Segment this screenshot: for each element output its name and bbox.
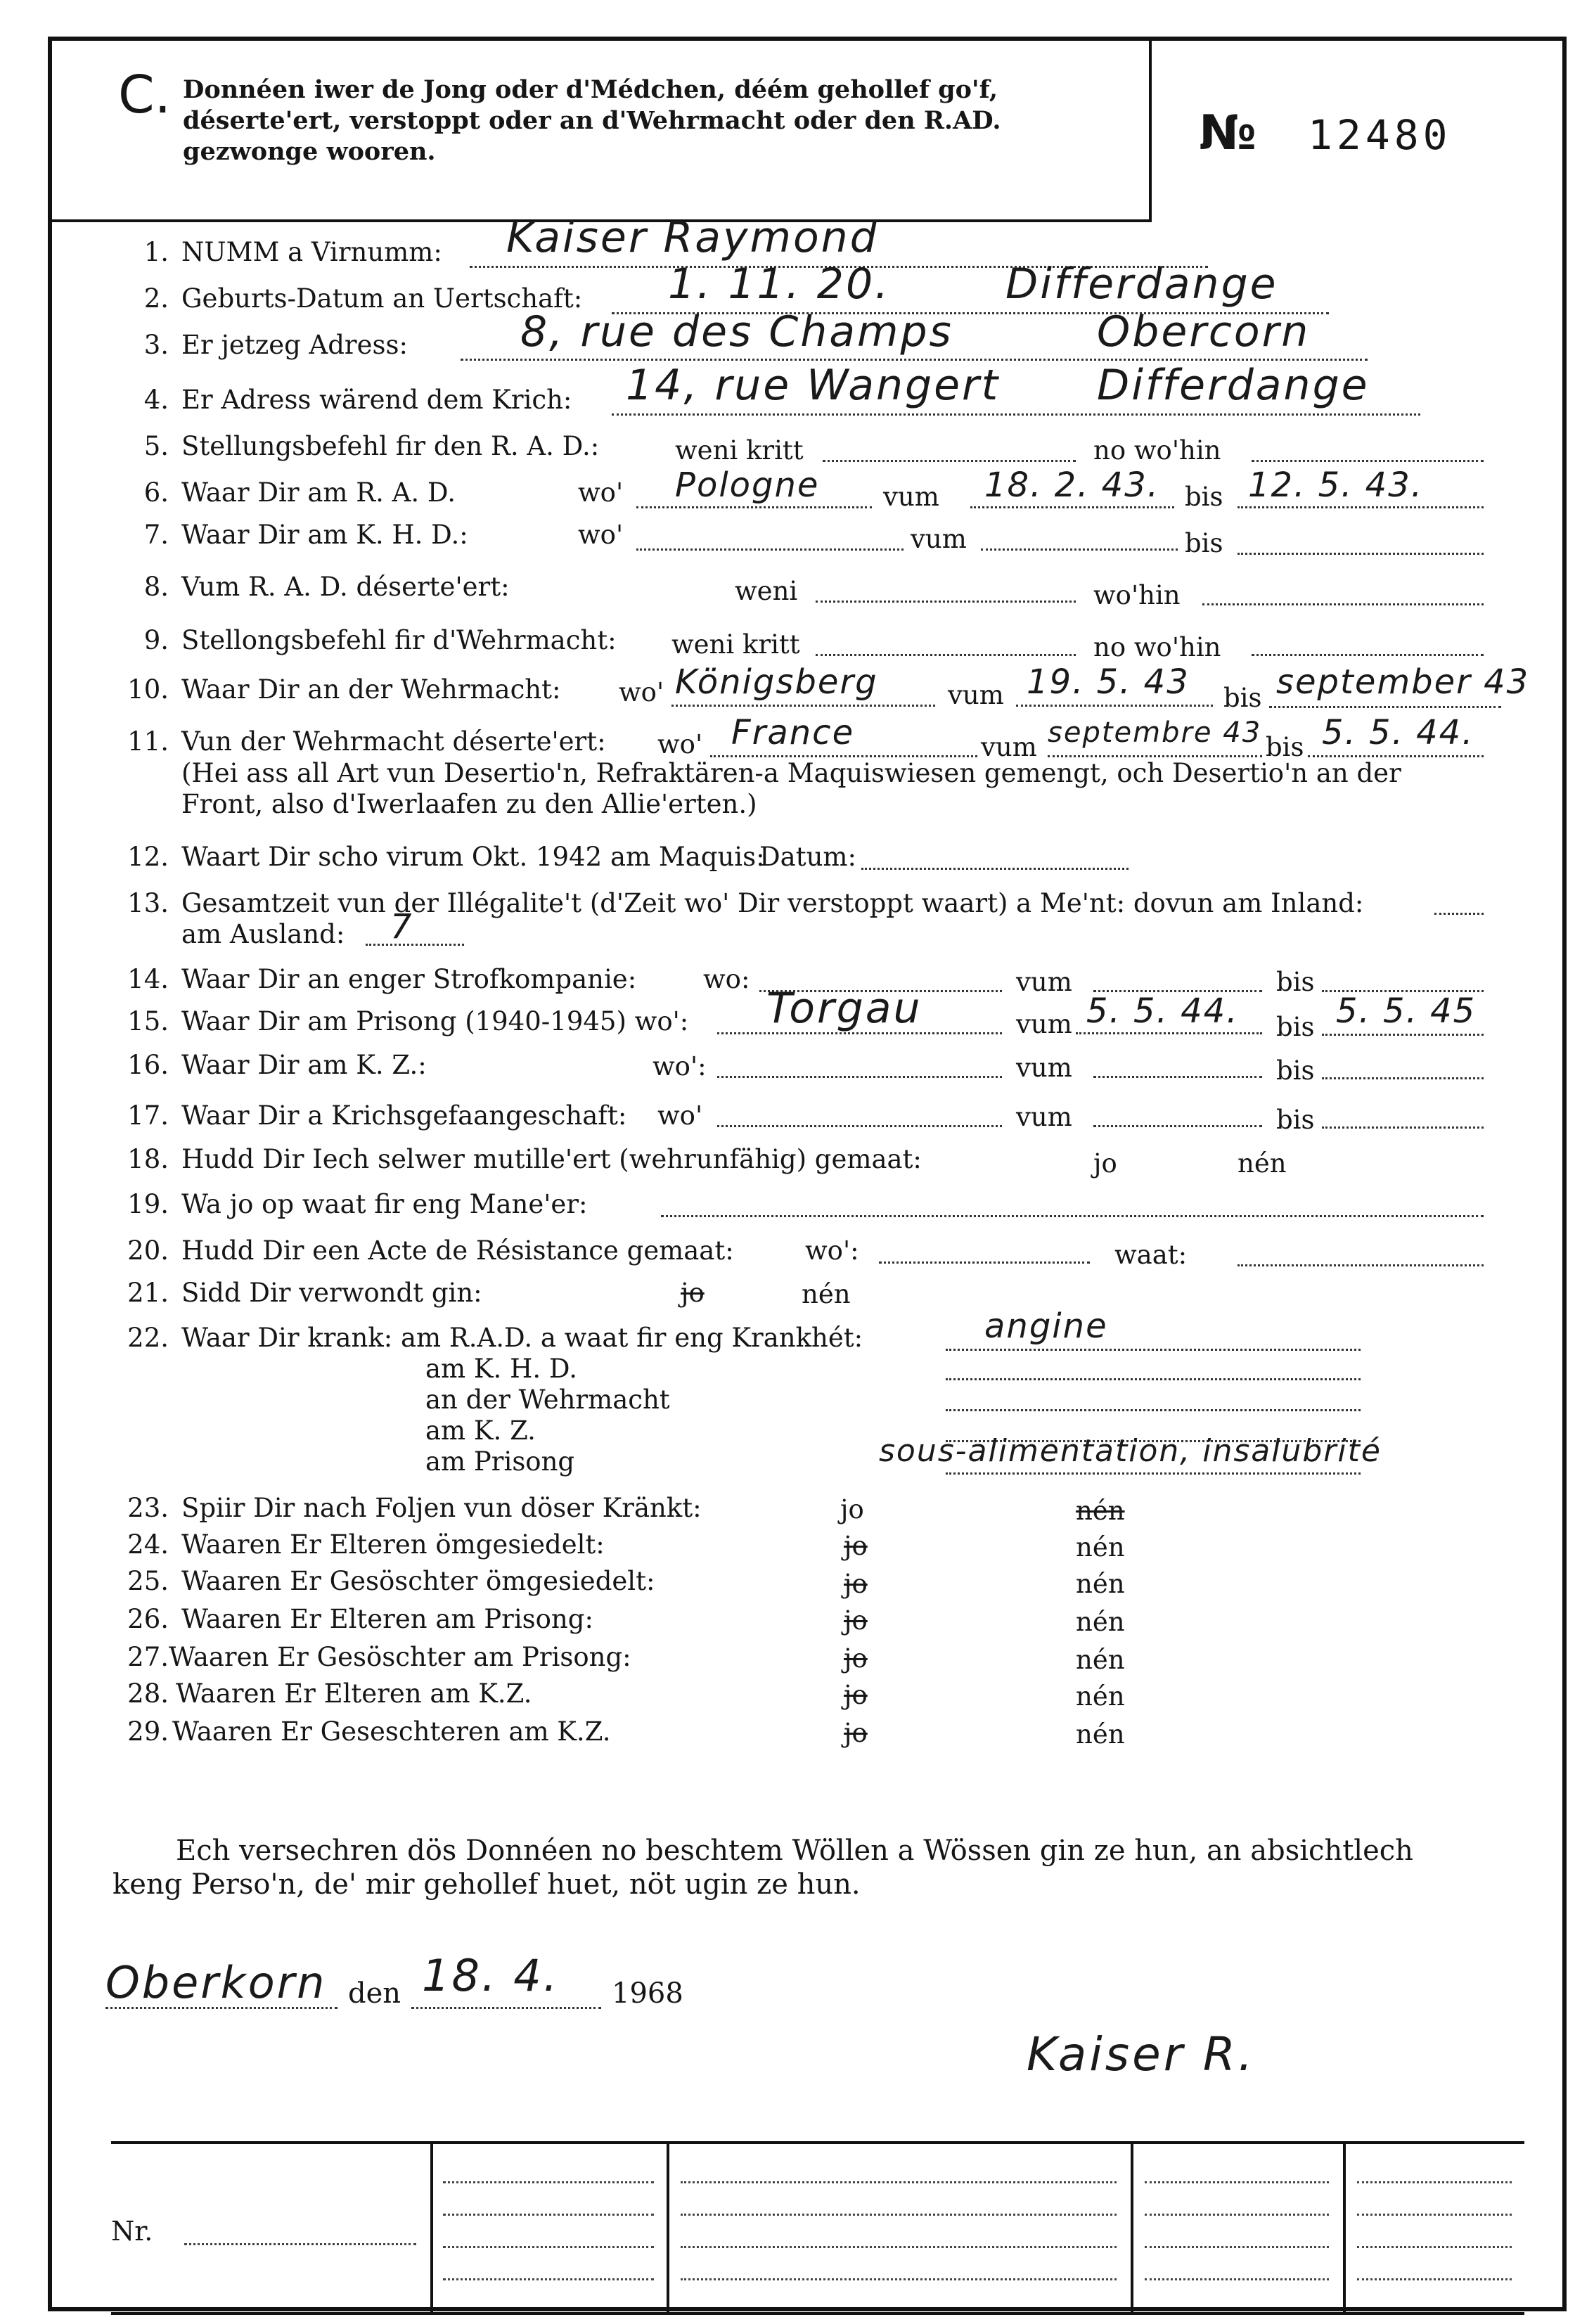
option-no[interactable]: nén <box>1076 1532 1125 1562</box>
row-number: 7. <box>143 520 169 550</box>
field-line <box>717 1076 1002 1078</box>
option-yes-struck[interactable]: jo <box>844 1531 868 1561</box>
field-line <box>661 1215 1484 1217</box>
field-sublabel: bis <box>1276 1012 1315 1042</box>
handwritten-illness[interactable]: angine <box>984 1307 1108 1346</box>
footer-cell-line <box>1145 2181 1329 2183</box>
den-label: den <box>348 1977 401 2010</box>
signature: Kaiser R. <box>1027 2027 1256 2081</box>
declaration-text: Ech versechren dös Donnéen no beschtem Wöllen a Wössen gin ze hun, an absichtlech keng Perso'n, de' mir gehollef huet, nöt ugin ze hun. <box>112 1835 1413 1901</box>
row-number: 4. <box>143 385 169 415</box>
field-sublabel: wo' <box>657 1100 703 1131</box>
row-number: 15. <box>127 1006 169 1036</box>
row-number: 17. <box>127 1100 169 1131</box>
field-line <box>612 413 1420 416</box>
field-label: Waar Dir an der Wehrmacht: <box>181 674 561 705</box>
field-label: Waar Dir am K. H. D.: <box>181 520 468 550</box>
footer-cell-line <box>681 2278 1117 2280</box>
handwritten-rad-to[interactable]: 12. 5. 43. <box>1248 466 1423 505</box>
field-sublabel: am Prisong <box>425 1446 575 1477</box>
field-sublabel: am Ausland: <box>181 919 345 949</box>
handwritten-desertion-from[interactable]: septembre 43 <box>1048 717 1262 749</box>
row-number: 9. <box>143 625 169 655</box>
field-label: Spiir Dir nach Foljen vun döser Kränkt: <box>181 1493 702 1523</box>
option-no[interactable]: nén <box>802 1279 851 1309</box>
footer-cell-line <box>443 2278 654 2280</box>
row-number: 2. <box>143 283 169 314</box>
field-line <box>710 755 977 757</box>
field-sublabel: bis <box>1185 528 1223 558</box>
row-number: 16. <box>127 1050 169 1080</box>
handwritten-rad-place[interactable]: Pologne <box>675 466 820 505</box>
row-number: 18. <box>127 1144 169 1174</box>
footer-cell-line <box>1357 2246 1512 2248</box>
footer-cell-line <box>443 2181 654 2183</box>
field-sublabel: vum <box>911 524 967 554</box>
handwritten-wehrmacht-from[interactable]: 19. 5. 43 <box>1027 662 1190 702</box>
footer-cell-line <box>443 2214 654 2216</box>
footer-cell-line <box>1357 2214 1512 2216</box>
field-sublabel: no wo'hin <box>1093 435 1221 466</box>
row-number: 24. <box>127 1529 169 1560</box>
field-label: Waar Dir krank: am R.A.D. a waat fir eng Krankhét: <box>181 1323 863 1353</box>
row-number: 8. <box>143 572 169 602</box>
field-label: Sidd Dir verwondt gin: <box>181 1278 482 1308</box>
option-no-struck[interactable]: nén <box>1076 1496 1125 1526</box>
field-line <box>1322 1126 1484 1129</box>
field-label: Vum R. A. D. déserte'ert: <box>181 572 510 602</box>
row-number: 13. <box>127 888 169 918</box>
field-label: Stellongsbefehl fir d'Wehrmacht: <box>181 625 617 655</box>
row-number: 20. <box>127 1235 169 1266</box>
field-line <box>1202 603 1484 605</box>
field-line <box>1252 654 1484 656</box>
field-sublabel: bis <box>1276 967 1315 997</box>
field-line <box>1434 913 1484 915</box>
handwritten-wehrmacht-place[interactable]: Königsberg <box>675 662 878 702</box>
row-number: 23. <box>127 1493 169 1523</box>
field-line <box>1048 755 1262 757</box>
handwritten-prison-from[interactable]: 5. 5. 44. <box>1086 991 1239 1031</box>
field-line <box>1322 1034 1484 1036</box>
footer-cell-line <box>681 2181 1117 2183</box>
handwritten-war-address[interactable]: 14, rue Wangert <box>626 361 1001 410</box>
field-label: Hudd Dir Iech selwer mutille'ert (wehrunfähig) gemaat: <box>181 1144 922 1174</box>
field-line <box>411 2007 601 2009</box>
field-label: Waar Dir am R. A. D. <box>181 477 456 508</box>
field-sublabel: vum <box>1016 1053 1072 1083</box>
option-yes-struck[interactable]: jo <box>844 1680 868 1710</box>
field-line <box>636 548 904 551</box>
field-line <box>636 506 872 508</box>
footer-cell-line <box>443 2246 654 2248</box>
field-sublabel: wo' <box>619 677 664 707</box>
field-label-address: Er jetzeg Adress: <box>181 330 408 360</box>
header-vertical-divider <box>1149 37 1152 222</box>
field-line <box>366 944 464 946</box>
option-no[interactable]: nén <box>1076 1569 1125 1599</box>
row-number: 11. <box>127 726 169 757</box>
row-number: 28. <box>127 1678 169 1709</box>
handwritten-town[interactable]: Obercorn <box>1097 307 1311 357</box>
field-label: Waaren Er Elteren am K.Z. <box>176 1678 532 1709</box>
field-label: Wa jo op waat fir eng Mane'er: <box>181 1189 588 1219</box>
field-line <box>1322 1077 1484 1079</box>
row-number: 26. <box>127 1604 169 1634</box>
footer-col-divider <box>430 2141 433 2313</box>
option-no[interactable]: nén <box>1076 1719 1125 1750</box>
row-number: 27. <box>127 1642 169 1672</box>
field-sublabel: no wo'hin <box>1093 632 1221 662</box>
row-number: 22. <box>127 1323 169 1353</box>
footer-table-top <box>111 2141 1524 2144</box>
row-number: 19. <box>127 1189 169 1219</box>
field-sublabel: vum <box>1016 967 1072 997</box>
handwritten-war-town[interactable]: Differdange <box>1097 361 1370 410</box>
row-note: (Hei ass all Art vun Desertio'n, Refraktären-a Maquiswiesen gemengt, och Desertio'n an der Front, also d'Iwerlaafen zu den Allie'erten.) <box>181 758 1401 819</box>
field-line <box>1308 755 1484 757</box>
field-sublabel: wo'hin <box>1093 580 1181 610</box>
option-yes-struck[interactable]: jo <box>844 1605 868 1636</box>
field-line <box>970 506 1174 508</box>
field-label: Hudd Dir een Acte de Résistance gemaat: <box>181 1235 734 1266</box>
handwritten-birthplace[interactable]: Differdange <box>1005 259 1278 309</box>
row-number: 21. <box>127 1278 169 1308</box>
field-sublabel: waat: <box>1114 1240 1188 1270</box>
field-label: Waaren Er Geseschteren am K.Z. <box>172 1716 611 1747</box>
section-letter: C. <box>118 65 172 125</box>
field-line <box>671 705 935 707</box>
handwritten-name[interactable]: Kaiser Raymond <box>506 213 879 262</box>
field-sublabel: weni kritt <box>671 629 800 660</box>
field-line <box>823 460 1076 462</box>
option-no[interactable]: nén <box>1238 1148 1287 1179</box>
field-line <box>861 868 1129 870</box>
field-line <box>816 601 1076 603</box>
field-label: Waart Dir scho virum Okt. 1942 am Maquis: <box>181 842 765 872</box>
option-yes[interactable]: jo <box>1093 1148 1117 1179</box>
field-label: Waaren Er Elteren am Prisong: <box>181 1604 593 1634</box>
nr-label: Nr. <box>111 2216 153 2247</box>
field-sublabel: am K. H. D. <box>425 1354 577 1384</box>
footer-cell-line <box>1357 2181 1512 2183</box>
field-sublabel: Datum: <box>759 842 856 872</box>
footer-cell-line <box>1145 2278 1329 2280</box>
field-label: Waaren Er Elteren ömgesiedelt: <box>181 1529 605 1560</box>
footer-col-divider <box>1343 2141 1346 2313</box>
field-label: Waaren Er Gesöschter ömgesiedelt: <box>181 1566 655 1596</box>
handwritten-wehrmacht-to[interactable]: september 43 <box>1276 662 1530 702</box>
field-sublabel: vum <box>981 732 1037 762</box>
row-number: 29. <box>127 1716 169 1747</box>
handwritten-prison-to[interactable]: 5. 5. 45 <box>1336 991 1477 1031</box>
field-label: Waar Dir a Krichsgefaangeschaft: <box>181 1100 627 1131</box>
field-line <box>946 1472 1361 1475</box>
row-number: 14. <box>127 964 169 994</box>
form-number: 12480 <box>1308 111 1452 159</box>
handwritten-desertion-place[interactable]: France <box>731 713 855 752</box>
field-sublabel: vum <box>1016 1009 1072 1039</box>
field-sublabel: vum <box>948 680 1004 710</box>
handwritten-place[interactable]: Oberkorn <box>105 1957 327 2008</box>
option-yes-struck[interactable]: jo <box>844 1569 868 1599</box>
handwritten-prison-place[interactable]: Torgau <box>766 984 922 1033</box>
option-no[interactable]: nén <box>1076 1681 1125 1712</box>
field-line <box>946 1349 1361 1351</box>
option-no[interactable]: nén <box>1076 1607 1125 1637</box>
field-sublabel: weni <box>735 576 798 606</box>
field-line <box>1076 1032 1262 1034</box>
field-line <box>879 1261 1090 1264</box>
handwritten-date[interactable]: 18. 4. <box>422 1950 560 2001</box>
handwritten-abroad-months[interactable]: 7 <box>390 907 413 946</box>
field-line <box>1238 1264 1484 1266</box>
option-yes-struck[interactable]: jo <box>844 1643 868 1674</box>
field-line <box>946 1409 1361 1411</box>
field-label: Waar Dir an enger Strofkompanie: <box>181 964 637 994</box>
field-line <box>717 1125 1002 1127</box>
footer-col-divider <box>667 2141 669 2313</box>
field-line <box>1093 1125 1262 1127</box>
field-sublabel: weni kritt <box>675 435 804 466</box>
field-sublabel: bis <box>1266 732 1304 762</box>
number-label: № <box>1199 105 1256 161</box>
footer-cell-line <box>1145 2214 1329 2216</box>
option-yes-struck[interactable]: jo <box>844 1718 868 1748</box>
field-sublabel: wo: <box>703 964 750 994</box>
footer-col-divider <box>1131 2141 1133 2313</box>
field-line <box>816 654 1076 656</box>
field-line <box>981 548 1178 551</box>
handwritten-birthdate[interactable]: 1. 11. 20. <box>668 259 891 309</box>
field-sublabel: wo' <box>578 520 624 550</box>
row-number: 6. <box>143 477 169 508</box>
field-line <box>1238 553 1484 555</box>
field-line <box>1093 1076 1262 1078</box>
year-label: 1968 <box>612 1977 683 2010</box>
field-label: Waar Dir am Prisong (1940-1945) wo': <box>181 1006 689 1036</box>
row-number: 25. <box>127 1566 169 1596</box>
field-sublabel: bis <box>1276 1055 1315 1086</box>
section-title: Donnéen iwer de Jong oder d'Médchen, déém gehollef go'f, déserte'ert, verstoppt oder an d'Wehrmacht oder den R.AD. gezwonge wooren. <box>183 75 1001 166</box>
row-number: 10. <box>127 674 169 705</box>
field-line <box>105 2007 338 2009</box>
field-sublabel: wo': <box>805 1235 859 1266</box>
field-sublabel: wo' <box>578 477 624 508</box>
option-no[interactable]: nén <box>1076 1645 1125 1675</box>
field-label-birth: Geburts-Datum an Uertschaft: <box>181 283 583 314</box>
field-sublabel: wo': <box>652 1051 707 1081</box>
field-line <box>1016 705 1213 707</box>
row-number: 3. <box>143 330 169 360</box>
row-number: 12. <box>127 842 169 872</box>
row-number: 5. <box>143 431 169 461</box>
field-sublabel: am K. Z. <box>425 1415 536 1446</box>
handwritten-address[interactable]: 8, rue des Champs <box>520 307 953 357</box>
nr-line <box>184 2243 416 2245</box>
footer-table-bottom <box>111 2312 1524 2315</box>
field-label: Stellungsbefehl fir den R. A. D.: <box>181 431 600 461</box>
row-number: 1. <box>143 237 169 267</box>
field-line <box>1252 460 1484 462</box>
field-sublabel: vum <box>1016 1102 1072 1132</box>
option-yes[interactable]: jo <box>840 1494 864 1524</box>
field-line <box>946 1378 1361 1380</box>
field-sublabel: vum <box>883 482 939 512</box>
field-sublabel: bis <box>1223 683 1262 713</box>
footer-cell-line <box>1357 2278 1512 2280</box>
field-label: Waar Dir am K. Z.: <box>181 1050 427 1080</box>
option-yes-struck[interactable]: jo <box>681 1278 705 1308</box>
footer-cell-line <box>681 2246 1117 2248</box>
field-sublabel: wo' <box>657 729 703 759</box>
field-label: Vun der Wehrmacht déserte'ert: <box>181 726 606 757</box>
handwritten-prison-illness[interactable]: sous-alimentation, insalubrité <box>879 1433 1382 1469</box>
field-label-name: NUMM a Virnumm: <box>181 237 442 267</box>
field-label-war-address: Er Adress wärend dem Krich: <box>181 385 572 415</box>
footer-cell-line <box>681 2214 1117 2216</box>
field-sublabel: bis <box>1276 1105 1315 1135</box>
field-sublabel: an der Wehrmacht <box>425 1385 670 1415</box>
handwritten-desertion-to[interactable]: 5. 5. 44. <box>1322 713 1474 752</box>
footer-cell-line <box>1145 2246 1329 2248</box>
field-line <box>1269 706 1501 708</box>
field-label: Waaren Er Gesöschter am Prisong: <box>169 1642 631 1672</box>
field-line <box>1238 506 1484 508</box>
field-sublabel: bis <box>1185 482 1223 512</box>
handwritten-rad-from[interactable]: 18. 2. 43. <box>984 466 1159 505</box>
field-label: Gesamtzeit vun der Illégalite't (d'Zeit wo' Dir verstoppt waart) a Me'nt: dovun am Inland: <box>181 888 1364 918</box>
